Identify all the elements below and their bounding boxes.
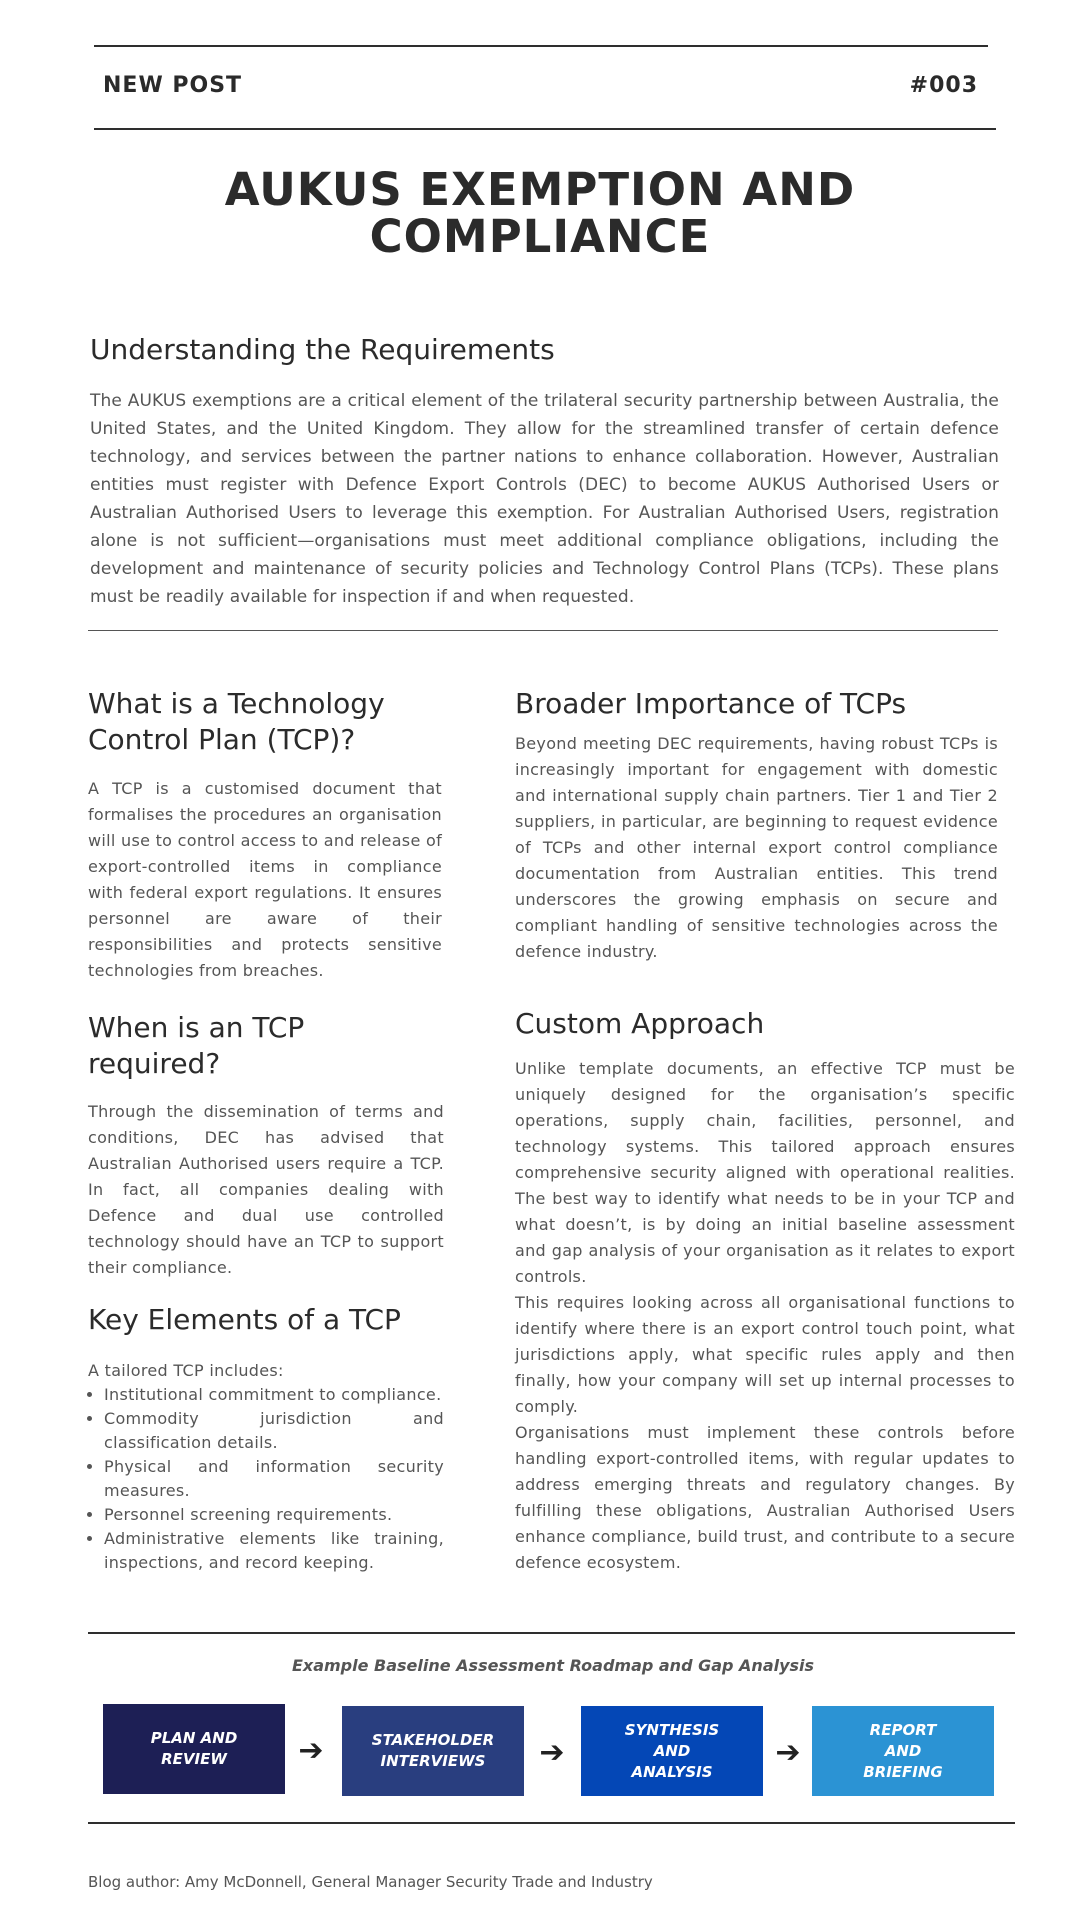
intro-body: The AUKUS exemptions are a critical element of the trilateral security partnership between Australia, the United States, and the United Kingdom. They allow for the streamlined transfer of certain defence technology, and services between the partner nations to enhance collaboration. However, Australian entities must register with Defence Export Controls (DEC) to become AUKUS Authorised Users or Australian Authorised Users to leverage this exemption. For Australian Authorised Users, registration alone is not sufficient—organisations must meet additional compliance obligations, including the development and maintenance of security policies and Technology Control Plans (TCPs). These plans must be readily available for inspection if and when requested.: [90, 391, 999, 607]
list-item: • Physical and information security measures.: [104, 1455, 444, 1503]
header-top-rule: [94, 45, 988, 47]
custom-heading: Custom Approach: [515, 1007, 765, 1040]
intro-heading: Understanding the Requirements: [90, 333, 555, 366]
roadmap-step-report-and-briefing: REPORT AND BRIEFING: [812, 1706, 994, 1796]
broader-heading: Broader Importance of TCPs: [515, 687, 907, 720]
tcp-heading: What is a Technology Control Plan (TCP)?: [88, 687, 385, 756]
section-divider: [88, 630, 998, 631]
key-elements-list: [88, 1383, 444, 1575]
custom-body-3: Organisations must implement these controls before handling export-controlled items, with regular updates to address emerging threats and regulatory changes. By fulfilling these obligations, Australian Authorised Users enhance compliance, build trust, and contribute to a secure defence ecosystem.: [515, 1423, 1015, 1572]
arrow-right-icon: ➔: [298, 1733, 324, 1768]
header-bottom-rule: [94, 128, 996, 130]
list-item: • Personnel screening requirements.: [104, 1503, 444, 1527]
blog-author: Blog author: Amy McDonnell, General Manager Security Trade and Industry: [88, 1873, 653, 1891]
broader-body: Beyond meeting DEC requirements, having robust TCPs is increasingly important for engagement with domestic and international supply chain partners. Tier 1 and Tier 2 suppliers, in particular, are beginning to request evidence of TCPs and other internal export control compliance documentation from Australian entities. This trend underscores the growing emphasis on secure and compliant handling of sensitive technologies across the defence industry.: [515, 734, 998, 961]
arrow-right-icon: ➔: [539, 1735, 565, 1770]
post-number: #003: [909, 73, 978, 98]
when-body: Through the dissemination of terms and conditions, DEC has advised that Australian Authorised users require a TCP. In fact, all companies dealing with Defence and dual use controlled technology should have an TCP to support their compliance.: [88, 1102, 444, 1277]
roadmap-top-rule: [88, 1632, 1015, 1634]
roadmap-step-synthesis-and-analysis: SYNTHESIS AND ANALYSIS: [581, 1706, 763, 1796]
roadmap-step-plan-and-review: PLAN AND REVIEW: [103, 1704, 285, 1794]
key-elements-intro: A tailored TCP includes:: [88, 1361, 284, 1380]
roadmap-step-stakeholder-interviews: STAKEHOLDER INTERVIEWS: [342, 1706, 524, 1796]
when-heading: When is an TCP required?: [88, 1011, 305, 1080]
roadmap-bottom-rule: [88, 1822, 1015, 1824]
tcp-body: A TCP is a customised document that formalises the procedures an organisation will use to control access to and release of export-controlled items in compliance with federal export regulations. It ensures personnel are aware of their responsibilities and protects sensitive technologies from breaches.: [88, 779, 442, 980]
list-item: • Administrative elements like training, inspections, and record keeping.: [104, 1527, 444, 1575]
arrow-right-icon: ➔: [775, 1735, 801, 1770]
list-item: • Commodity jurisdiction and classification details.: [104, 1407, 444, 1455]
list-item: • Institutional commitment to compliance.: [104, 1383, 444, 1407]
page-title: AUKUS EXEMPTION AND COMPLIANCE: [224, 163, 856, 263]
custom-body-2: This requires looking across all organisational functions to identify where there is an export control touch point, what jurisdictions apply, what specific rules apply and then finally, how your company will set up internal processes to comply.: [515, 1293, 1015, 1416]
roadmap-title: Example Baseline Assessment Roadmap and Gap Analysis: [291, 1656, 815, 1675]
key-elements-heading: Key Elements of a TCP: [88, 1303, 401, 1336]
custom-body-1: Unlike template documents, an effective TCP must be uniquely designed for the organisation’s specific operations, supply chain, facilities, personnel, and technology systems. This tailored approach ensures comprehensive security aligned with operational realities. The best way to identify what needs to be in your TCP and what doesn’t, is by doing an initial baseline assessment and gap analysis of your organisation as it relates to export controls.: [515, 1059, 1015, 1286]
post-label: NEW POST: [103, 73, 243, 98]
